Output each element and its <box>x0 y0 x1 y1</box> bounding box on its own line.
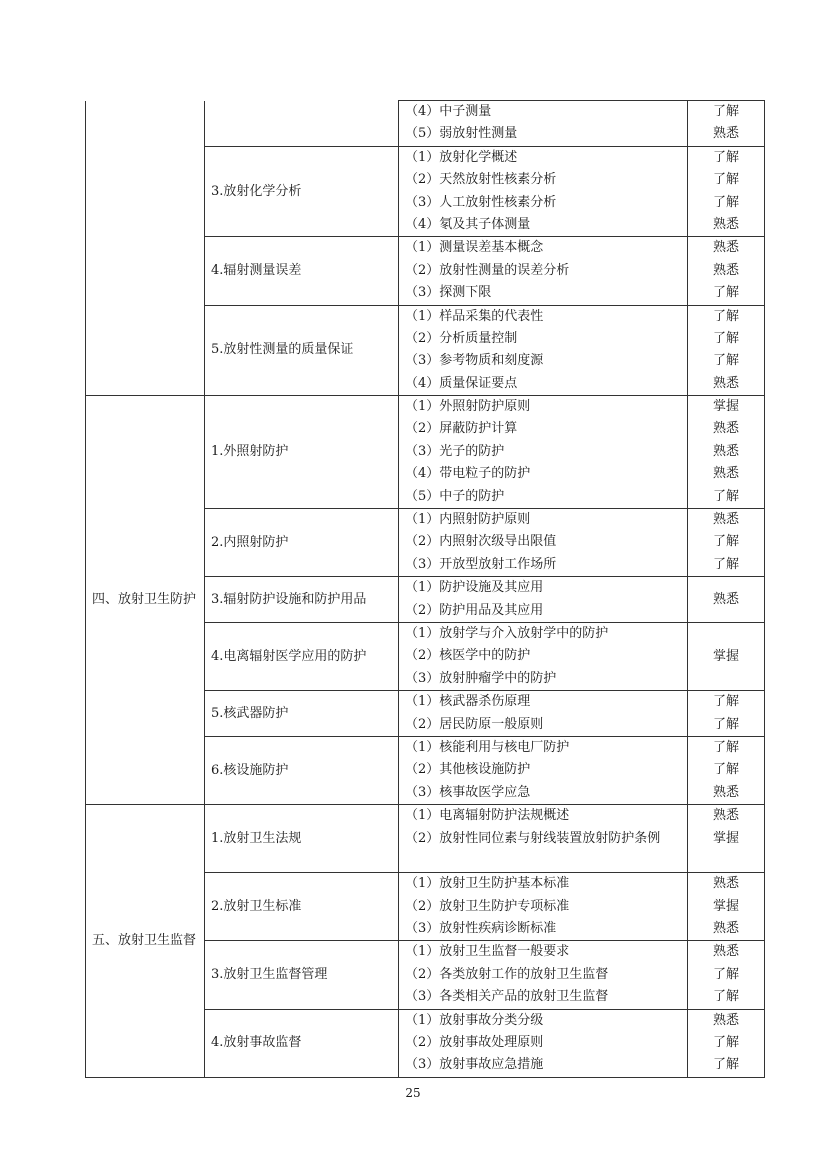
content-item: （2）防护用品及其应用 <box>405 602 544 618</box>
requirement-level: 熟悉 <box>712 808 739 824</box>
unit-name: 3.辐射防护设施和防护用品 <box>211 591 367 607</box>
content-item: （1）放射学与介入放射学中的防护 <box>405 625 609 641</box>
requirement-level: 熟悉 <box>712 262 739 278</box>
unit-name-cell <box>205 305 399 396</box>
section-title: 五、放射卫生监督 <box>92 932 197 948</box>
unit-name-cell <box>205 396 399 509</box>
content-item: （2）放射事故处理原则 <box>405 1035 544 1051</box>
content-item: （2）分析质量控制 <box>405 330 518 346</box>
unit-row <box>86 805 765 873</box>
content-item: （1）放射卫生防护基本标准 <box>405 876 570 892</box>
requirement-cell <box>688 146 765 237</box>
content-item: （3）各类相关产品的放射卫生监督 <box>405 989 609 1005</box>
requirement-cell <box>688 237 765 305</box>
content-item: （2）核医学中的防护 <box>405 648 531 664</box>
content-item: （2）天然放射性核素分析 <box>405 172 557 188</box>
section-title-cell <box>86 396 205 805</box>
requirement-level: 熟悉 <box>712 876 739 892</box>
content-items-cell <box>399 1009 688 1077</box>
requirement-level: 了解 <box>712 1057 739 1073</box>
requirement-level: 了解 <box>712 285 739 301</box>
content-item: （1）放射事故分类分级 <box>405 1012 544 1028</box>
content-item: （1）核武器杀伤原理 <box>405 694 531 710</box>
requirement-level: 熟悉 <box>712 944 739 960</box>
content-item: （4）质量保证要点 <box>405 375 518 391</box>
content-item: （2）放射卫生防护专项标准 <box>405 898 570 914</box>
content-item: （4）中子测量 <box>405 104 492 119</box>
content-item: （2）各类放射工作的放射卫生监督 <box>405 966 609 982</box>
content-item: （2）放射性测量的误差分析 <box>405 262 570 278</box>
requirement-cell <box>688 622 765 690</box>
requirement-level: 熟悉 <box>712 512 739 528</box>
content-item: （3）开放型放射工作场所 <box>405 556 557 572</box>
page-number: 25 <box>405 1086 421 1100</box>
content-item: （1）测量误差基本概念 <box>405 240 544 256</box>
requirement-level: 了解 <box>712 308 739 324</box>
requirement-level: 熟悉 <box>712 466 739 482</box>
unit-name: 4.辐射测量误差 <box>211 262 302 278</box>
requirement-cell <box>688 1009 765 1077</box>
requirement-level: 了解 <box>712 194 739 210</box>
requirement-level: 了解 <box>712 966 739 982</box>
requirement-level: 熟悉 <box>712 421 739 437</box>
requirement-cell <box>688 873 765 941</box>
unit-name: 3.放射化学分析 <box>211 183 302 199</box>
content-item: （1）外照射防护原则 <box>405 399 531 415</box>
unit-row <box>86 396 765 509</box>
content-item: （1）防护设施及其应用 <box>405 580 544 596</box>
content-item: （3）放射事故应急措施 <box>405 1057 544 1073</box>
content-items-cell <box>399 101 688 147</box>
section-title-cell <box>86 805 205 1078</box>
content-items-cell <box>399 396 688 509</box>
content-items-cell <box>399 736 688 804</box>
content-item: （3）放射性疾病诊断标准 <box>405 921 557 937</box>
unit-name-cell <box>205 101 399 147</box>
requirement-level: 了解 <box>712 534 739 550</box>
unit-name-cell <box>205 873 399 941</box>
requirement-cell <box>688 736 765 804</box>
unit-name: 6.核设施防护 <box>211 762 289 778</box>
unit-name-cell <box>205 577 399 623</box>
content-item: （2）居民防原一般原则 <box>405 716 544 732</box>
syllabus-table <box>85 100 765 1078</box>
requirement-level: 了解 <box>712 989 739 1005</box>
requirement-cell <box>688 941 765 1009</box>
requirement-level: 了解 <box>712 716 739 732</box>
content-item: （3）核事故医学应急 <box>405 784 531 800</box>
requirement-level: 了解 <box>712 556 739 572</box>
content-items-cell <box>399 146 688 237</box>
content-item: （3）人工放射性核素分析 <box>405 194 557 210</box>
content-items-cell <box>399 237 688 305</box>
requirement-level: 了解 <box>712 104 739 119</box>
content-items-cell <box>399 805 688 873</box>
content-item: （1）电离辐射防护法规概述 <box>405 808 570 824</box>
content-item: （5）中子的防护 <box>405 488 505 504</box>
content-item: （1）核能利用与核电厂防护 <box>405 739 570 755</box>
requirement-level: 了解 <box>712 149 739 165</box>
requirement-level: 熟悉 <box>712 216 739 232</box>
requirement-level: 熟悉 <box>712 784 739 800</box>
requirement-level: 熟悉 <box>712 921 739 937</box>
content-items-cell <box>399 577 688 623</box>
unit-name: 3.放射卫生监督管理 <box>211 967 328 983</box>
syllabus-table-body <box>86 101 765 1078</box>
requirement-level: 掌握 <box>712 399 739 415</box>
content-items-cell <box>399 873 688 941</box>
content-item: （3）光子的防护 <box>405 443 505 459</box>
requirement-cell <box>688 396 765 509</box>
content-item: （2）内照射次级导出限值 <box>405 534 557 550</box>
content-items-cell <box>399 305 688 396</box>
content-item: （3）参考物质和刻度源 <box>405 353 544 369</box>
unit-name-cell <box>205 1009 399 1077</box>
content-item: （1）放射化学概述 <box>405 149 518 165</box>
requirement-level: 熟悉 <box>712 591 739 607</box>
unit-name-cell <box>205 691 399 737</box>
requirement-level: 掌握 <box>712 648 739 664</box>
requirement-level: 了解 <box>712 762 739 778</box>
requirement-level: 了解 <box>712 330 739 346</box>
content-item: （5）弱放射性测量 <box>405 126 518 142</box>
unit-name-cell <box>205 736 399 804</box>
unit-name: 4.电离辐射医学应用的防护 <box>211 648 367 664</box>
section-title-cell <box>86 101 205 396</box>
requirement-cell <box>688 577 765 623</box>
requirement-level: 了解 <box>712 739 739 755</box>
unit-name: 2.放射卫生标准 <box>211 898 302 914</box>
unit-name-cell <box>205 146 399 237</box>
requirement-cell <box>688 101 765 147</box>
requirement-level: 了解 <box>712 488 739 504</box>
requirement-spacer <box>688 850 764 872</box>
content-items-cell <box>399 691 688 737</box>
requirement-level: 了解 <box>712 1035 739 1051</box>
unit-name: 5.放射性测量的质量保证 <box>211 342 354 358</box>
content-item: （2）放射性同位素与射线装置放射防护条例 <box>405 830 661 846</box>
requirement-cell <box>688 805 765 873</box>
requirement-level: 了解 <box>712 353 739 369</box>
content-item: （1）内照射防护原则 <box>405 512 531 528</box>
unit-name: 2.内照射防护 <box>211 534 289 550</box>
content-item: （3）探测下限 <box>405 285 492 301</box>
content-item: （1）放射卫生监督一般要求 <box>405 944 570 960</box>
unit-name-cell <box>205 622 399 690</box>
content-item: （1）样品采集的代表性 <box>405 308 544 324</box>
content-item: （4）氡及其子体测量 <box>405 216 531 232</box>
unit-name-cell <box>205 805 399 873</box>
unit-name-cell <box>205 237 399 305</box>
content-items-cell <box>399 509 688 577</box>
requirement-cell <box>688 305 765 396</box>
section-title: 四、放射卫生防护 <box>92 592 197 608</box>
requirement-level: 熟悉 <box>712 443 739 459</box>
requirement-level: 掌握 <box>712 830 739 846</box>
unit-name: 1.外照射防护 <box>211 444 289 460</box>
unit-name-cell <box>205 941 399 1009</box>
requirement-level: 了解 <box>712 172 739 188</box>
requirement-level: 熟悉 <box>712 240 739 256</box>
requirement-cell <box>688 509 765 577</box>
content-items-cell <box>399 941 688 1009</box>
unit-name: 4.放射事故监督 <box>211 1035 302 1051</box>
content-item: （2）屏蔽防护计算 <box>405 421 518 437</box>
unit-row <box>86 101 765 147</box>
content-item: （4）带电粒子的防护 <box>405 466 531 482</box>
requirement-level: 熟悉 <box>712 1012 739 1028</box>
unit-name-cell <box>205 509 399 577</box>
content-item: （3）放射肿瘤学中的防护 <box>405 670 557 686</box>
requirement-cell <box>688 691 765 737</box>
content-item: （2）其他核设施防护 <box>405 762 531 778</box>
unit-name: 1.放射卫生法规 <box>211 830 302 846</box>
requirement-level: 掌握 <box>712 898 739 914</box>
requirement-level: 熟悉 <box>712 126 739 142</box>
requirement-level: 熟悉 <box>712 375 739 391</box>
requirement-level: 了解 <box>712 694 739 710</box>
unit-name: 5.核武器防护 <box>211 705 289 721</box>
content-items-cell <box>399 622 688 690</box>
